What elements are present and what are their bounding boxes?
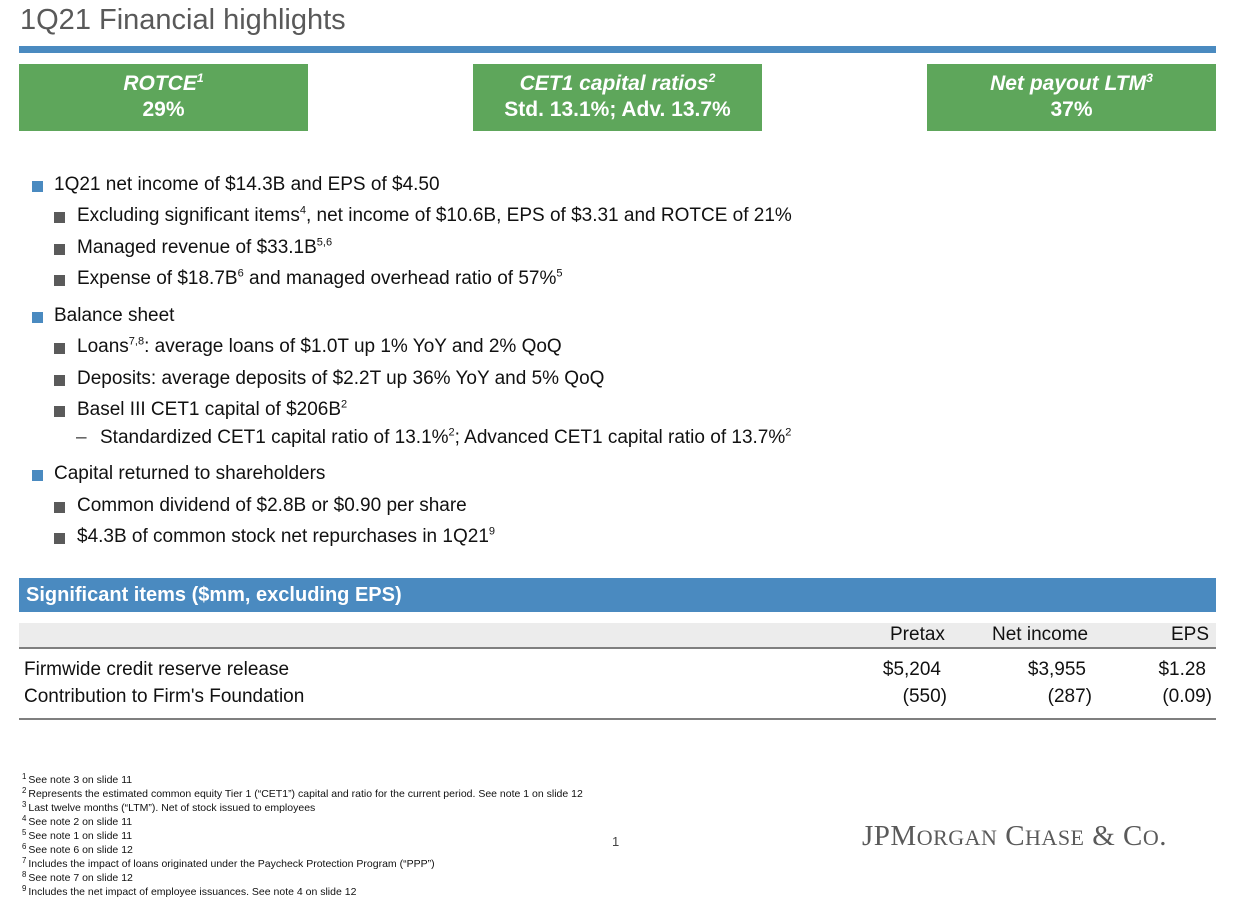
- square-bullet-icon: [54, 212, 65, 223]
- footnote: $^8$ See note 7 on slide 12: [22, 869, 133, 884]
- square-bullet-icon: [54, 375, 65, 386]
- kpi-rotce: [19, 64, 308, 131]
- kpi-cet1: [473, 64, 762, 131]
- footnote: $^5$ See note 1 on slide 11: [22, 827, 133, 842]
- bullet-repurchases: $4.3B of common stock net repurchases in $1Q21^9$: [77, 526, 495, 548]
- kpi-rotce-label: ROTCE$^1$: [123, 71, 204, 95]
- bullet-capital-returned: Capital returned to shareholders: [54, 463, 325, 485]
- square-bullet-icon: [54, 343, 65, 354]
- square-bullet-icon: [54, 406, 65, 417]
- cell-eps: (0.09): [1162, 686, 1212, 707]
- footnote: $^7$ Includes the impact of loans originated under the Paycheck Protection Program (“PPP”): [22, 855, 435, 870]
- page-title: 1Q21 Financial highlights: [20, 4, 346, 36]
- square-bullet-icon: [32, 470, 43, 481]
- cell-net-income: $3,955: [1027, 659, 1086, 680]
- footnote: $^4$ See note 2 on slide 11: [22, 813, 133, 828]
- bullet-managed-revenue: Managed revenue of $\$33.1B^{5,6}$: [77, 237, 332, 259]
- square-bullet-icon: [54, 502, 65, 513]
- bullet-expense: Expense of $\$18.7B^6$ and managed overhead ratio of 57%$^5$: [77, 268, 563, 290]
- cell-pretax: (550): [902, 686, 947, 707]
- bullet-loans: Loans$^{7,8}$: average loans of $1.0T up 1% YoY and 2% QoQ: [77, 336, 562, 358]
- kpi-net-payout-label: Net payout LTM$^3$: [990, 71, 1153, 95]
- significant-items-header: [19, 578, 1216, 612]
- bullet-excluding-items: Excluding significant items$^4$, net income of $10.6B, EPS of $3.31 and ROTCE of 21%: [77, 205, 792, 227]
- table-bottom-rule: [19, 718, 1216, 720]
- dash-bullet-icon: –: [76, 427, 87, 448]
- title-divider: [19, 46, 1216, 53]
- page-number: 1: [612, 834, 620, 849]
- bullet-cet1-ratios: – Standardized CET1 capital ratio of 13.1%$^2$; Advanced CET1 capital ratio of 13.7%$^2$: [76, 426, 792, 448]
- square-bullet-icon: [54, 244, 65, 255]
- jpmorgan-chase-logo: JPMORGAN CHASE & CO.: [862, 820, 1168, 852]
- kpi-rotce-value: 29%: [142, 98, 185, 121]
- bullet-balance-sheet: Balance sheet: [54, 305, 174, 327]
- footnote: $^9$ Includes the net impact of employee issuances. See note 4 on slide 12: [22, 883, 357, 898]
- column-header-net-income: Net income: [992, 624, 1089, 645]
- square-bullet-icon: [54, 533, 65, 544]
- column-header-eps: EPS: [1171, 624, 1210, 645]
- row-label: Contribution to Firm's Foundation: [24, 686, 305, 707]
- bullet-deposits: Deposits: average deposits of $2.2T up 36% YoY and 5% QoQ: [77, 368, 604, 390]
- kpi-net-payout: [927, 64, 1216, 131]
- bullet-basel-capital: Basel III CET1 capital of $\$206B^2$: [77, 399, 347, 421]
- kpi-net-payout-value: 37%: [1050, 98, 1093, 121]
- column-header-pretax: Pretax: [890, 624, 945, 645]
- bullet-net-income: 1Q21 net income of $14.3B and EPS of $4.50: [54, 174, 440, 196]
- square-bullet-icon: [32, 312, 43, 323]
- square-bullet-icon: [32, 181, 43, 192]
- kpi-cet1-label: CET1 capital ratios$^2$: [519, 71, 716, 95]
- kpi-cet1-value: Std. 13.1%; Adv. 13.7%: [504, 98, 731, 121]
- cell-net-income: (287): [1047, 686, 1092, 707]
- footnote: $^1$ See note 3 on slide 11: [22, 771, 133, 786]
- footnote: $^6$ See note 6 on slide 12: [22, 841, 133, 856]
- cell-eps: $1.28: [1158, 659, 1206, 680]
- footnote: $^3$ Last twelve months (“LTM”). Net of stock issued to employees: [22, 799, 316, 814]
- cell-pretax: $5,204: [882, 659, 941, 680]
- footnote: $^2$ Represents the estimated common equity Tier 1 (“CET1”) capital and ratio for the current period. See note 1 on slide 12: [22, 785, 583, 800]
- row-label: Firmwide credit reserve release: [24, 659, 290, 680]
- table-header-row: [19, 623, 1216, 649]
- significant-items-title: Significant items ($mm, excluding EPS): [26, 584, 402, 606]
- bullet-common-dividend: Common dividend of $2.8B or $0.90 per share: [77, 495, 467, 517]
- square-bullet-icon: [54, 275, 65, 286]
